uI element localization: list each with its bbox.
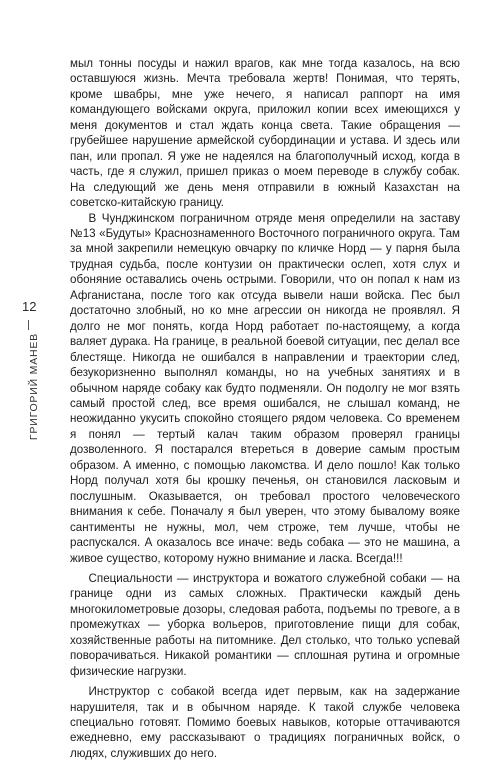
paragraph: В Чунджинском пограничном отряде меня определили на заставу №13 «Будуты» Краснознаменного Восточного пограничного округа. Там за мной закрепили немецкую овчарку по кличке Норд — у парня была трудная судьба, после контузии он практически ослеп, хотя слух и обоняние оставались очень острыми. Говорили, что он попал к нам из Афганистана, после того как отсуда вывели наши войска. Пес был достаточно злобный, но ко мне агрессии он никогда не проявлял. Я долго не мог понять, когда Норд работает по-настоящему, а когда валяет дурака. На границе, в реальной боевой ситуации, пес делал все блестяще. Никогда не ошибался в направлении и траектории след, безукоризненно выполнял команды, но на учебных занятиях и в обычном наряде собаку как будто подменяли. Он подолгу не мог взять самый простой след, все время ошибался, не слышал команд, не неожиданно укусить спокойно стоящего рядом человека. Со временем я понял — тертый калач таким образом проверял границы дозволенного. Я постарался втереться в доверие самым простым образом. А именно, с помощью лакомства. И дело пошло! Как только Норд получал хотя бы крошку печенья, он становился ласковым и послушным. Оказывается, он требовал простого человеческого внимания к себе. Поначалу я был уверен, что этому бывалому вояке сантименты не нужны, мол, чем строже, тем лучше, чтобы не распускался. А оказалось все иначе: ведь собака — это не машина, а живое существо, которому нужно внимание и ласка. Всегда!!!	[70, 211, 460, 565]
paragraph: мыл тонны посуды и нажил врагов, как мне тогда казалось, на всю оставшуюся жизнь. Мечта требовала жертв! Понимая, что терять, кроме швабры, мне уже нечего, я написал раппорт на имя командующего войсками округа, приложил копии всех имеющихся у меня документов и стал ждать конца света. Такие обращения — грубейшее нарушение армейской субординации и устава. И здесь или пан, или пропал. Я уже не надеялся на благополучный исход, когда в часть, где я служил, пришел приказ о моем переводе в службу собак. На следующий же день меня отправили в южный Казахстан на советско-китайскую границу.	[70, 57, 460, 210]
body-text	[70, 56, 460, 761]
running-head-author: ГРИГОРИЙ МАНЕВ	[28, 333, 40, 441]
page-number: 12	[22, 299, 37, 314]
running-head-divider	[28, 320, 29, 330]
paragraph: Специальности — инструктора и вожатого служебной собаки — на границе одни из самых сложных. Практически каждый день многокилометровые дозоры, следовая работа, подъемы по тревоге, а в промежутках — уборка вольеров, приготовление пищи для собак, хозяйственные работы на питомнике. Дел столько, что только успевай поворачиваться. Никакой романтики — сплошная рутина и огромные физические нагрузки.	[70, 571, 460, 678]
paragraph: Инструктор с собакой всегда идет первым, как на задержание нарушителя, так и в обычном наряде. К такой службе человека специально готовят. Помимо боевых навыков, которые оттачиваются ежедневно, ему рассказывают о традициях пограничных войск, о людях, служивших до него.	[70, 685, 460, 760]
